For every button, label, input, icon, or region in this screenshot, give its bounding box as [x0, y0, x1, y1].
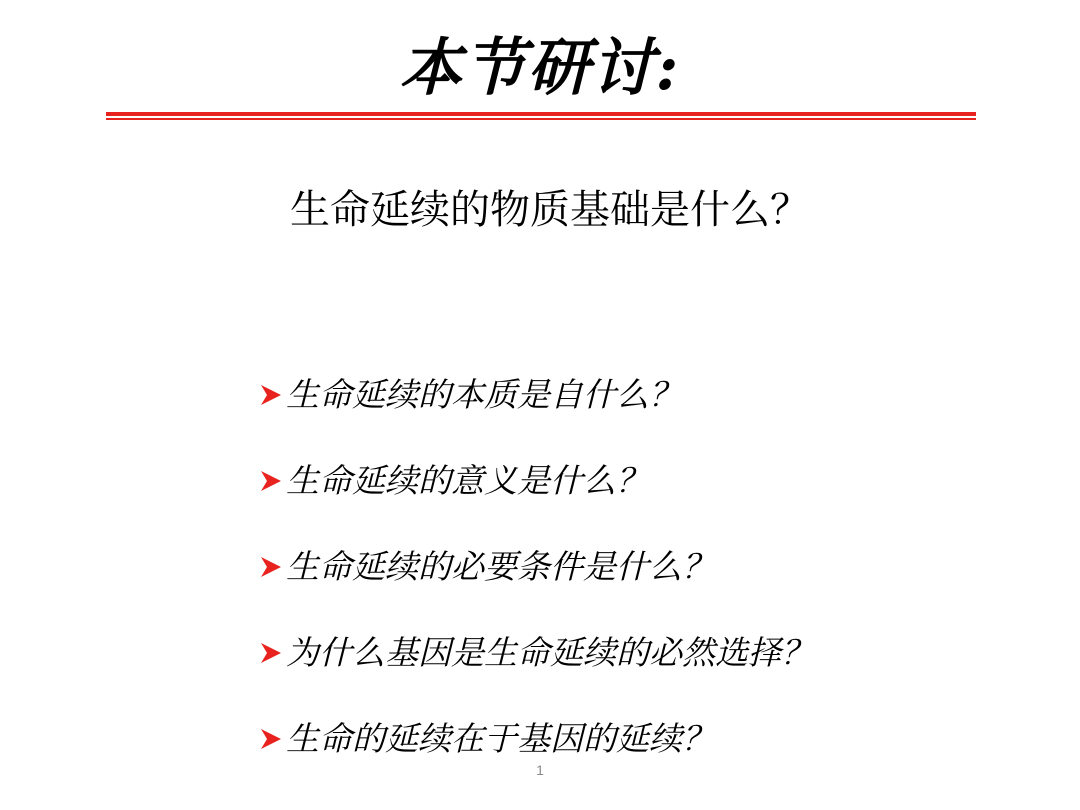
arrow-bullet-icon	[258, 639, 284, 667]
bullet-text: 生命延续的意义是什么？	[286, 461, 649, 500]
bullet-text: 为什么基因是生命延续的必然选择？	[286, 633, 814, 672]
arrow-bullet-icon	[258, 381, 284, 409]
list-item	[258, 610, 814, 696]
page-number: 1	[536, 762, 544, 778]
bullet-list	[258, 352, 814, 782]
bullet-text: 生命延续的必要条件是什么？	[286, 547, 715, 586]
title-divider-thick	[106, 112, 976, 116]
main-question: 生命延续的物质基础是什么？	[290, 187, 810, 233]
arrow-bullet-icon	[258, 467, 284, 495]
title-divider-thin	[106, 118, 976, 120]
list-item	[258, 524, 814, 610]
bullet-text: 生命的延续在于基因的延续？	[286, 719, 715, 758]
slide-title: 本节研讨:	[399, 31, 681, 104]
arrow-bullet-icon	[258, 725, 284, 753]
bullet-text: 生命延续的本质是自什么？	[286, 375, 682, 414]
arrow-bullet-icon	[258, 553, 284, 581]
list-item	[258, 352, 814, 438]
list-item	[258, 438, 814, 524]
